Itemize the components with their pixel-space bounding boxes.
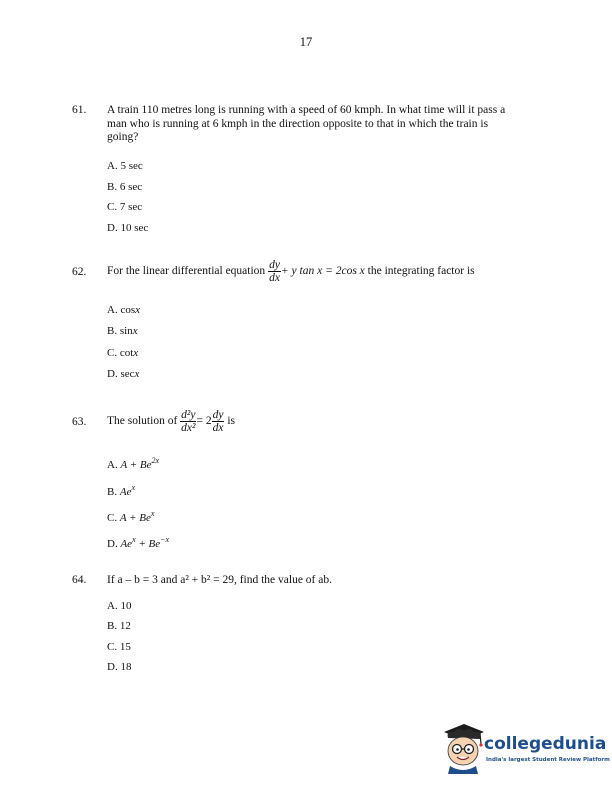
option-variable: x <box>134 368 140 380</box>
option-expression: Ae <box>119 486 132 498</box>
option-letter: C. <box>107 347 118 359</box>
question-64-text: If a – b = 3 and a² + b² = 29, find the value of ab. <box>107 574 332 586</box>
question-62-number: 62. <box>72 266 87 278</box>
question-61-line: A train 110 metres long is running with a speed of 60 kmph. In what time will it pass a <box>107 104 506 116</box>
question-63-equals: = 2 <box>196 415 212 427</box>
option-exponent: x <box>131 483 136 492</box>
fraction-numerator: dy <box>212 408 224 421</box>
question-62-tail: the integrating factor is <box>367 265 475 277</box>
option-letter: C. <box>107 512 118 524</box>
question-61-number: 61. <box>72 104 87 116</box>
fraction-numerator: d²y <box>181 408 196 421</box>
question-61-option-b: B. 6 sec <box>107 181 143 193</box>
question-63-text <box>107 403 235 439</box>
question-63-fraction-2 <box>212 409 225 434</box>
question-62-option-c <box>107 347 138 359</box>
question-61-line: man who is running at 6 kmph in the direction opposite to that in which the train is <box>107 117 489 130</box>
option-exponent: x <box>132 535 136 544</box>
question-61-option-c: C. 7 sec <box>107 201 143 213</box>
question-64-number: 64. <box>72 574 87 586</box>
question-64-option-b: B. 12 <box>107 620 131 632</box>
option-function: sec <box>120 368 135 380</box>
option-exponent: x <box>150 509 155 518</box>
question-62-option-d <box>107 368 139 380</box>
collegedunia-logo <box>440 722 610 777</box>
question-63-tail: is <box>227 415 235 427</box>
option-variable: x <box>132 325 138 337</box>
question-61-option-a: A. 5 sec <box>107 160 143 172</box>
option-expression: Ae <box>120 538 133 550</box>
mascot-icon <box>440 722 486 774</box>
logo-tagline: India's largest Student Review Platform <box>486 757 610 763</box>
question-63-option-b <box>107 483 136 498</box>
fraction-numerator: dy <box>269 258 280 271</box>
fraction-denominator: dx <box>269 271 280 284</box>
option-letter: D. <box>107 538 118 550</box>
question-63-fraction-1 <box>180 409 196 434</box>
question-62-text <box>107 256 475 286</box>
question-62-option-b <box>107 325 138 337</box>
question-63-lead: The solution of <box>107 415 178 427</box>
option-expression-tail: + Be <box>135 538 161 550</box>
question-63-number: 63. <box>72 416 87 428</box>
option-letter: B. <box>107 325 118 337</box>
option-variable: x <box>133 347 139 359</box>
question-64-option-d: D. 18 <box>107 661 132 673</box>
option-expression: A + Be <box>120 459 152 471</box>
option-function: sin <box>119 325 133 337</box>
option-exponent: 2x <box>151 456 160 465</box>
question-62-fraction <box>268 259 281 284</box>
option-letter: A. <box>107 459 118 471</box>
option-letter: B. <box>107 486 118 498</box>
option-letter: A. <box>107 304 118 316</box>
question-64-option-a: A. 10 <box>107 600 132 612</box>
question-64-option-c: C. 15 <box>107 641 131 653</box>
question-62-equation: + y tan x = 2cos x <box>280 265 365 277</box>
question-61-line: going? <box>107 131 139 143</box>
option-function: cot <box>119 347 134 359</box>
option-expression: A + Be <box>119 512 151 524</box>
question-61-option-d: D. 10 sec <box>107 222 149 234</box>
question-62-lead: For the linear differential equation <box>107 265 266 277</box>
page-number: 17 <box>299 35 313 49</box>
question-63-option-d <box>107 535 170 550</box>
option-function: cos <box>120 304 136 316</box>
logo-name: collegedunia <box>484 734 607 754</box>
question-63-option-a <box>107 456 160 471</box>
option-letter: D. <box>107 368 118 380</box>
question-61-text <box>107 104 543 145</box>
fraction-denominator: dx² <box>181 421 196 434</box>
question-62-option-a <box>107 304 140 316</box>
option-exponent: −x <box>160 535 170 544</box>
question-63-option-c <box>107 509 155 524</box>
option-variable: x <box>135 304 141 316</box>
fraction-denominator: dx <box>212 421 224 434</box>
